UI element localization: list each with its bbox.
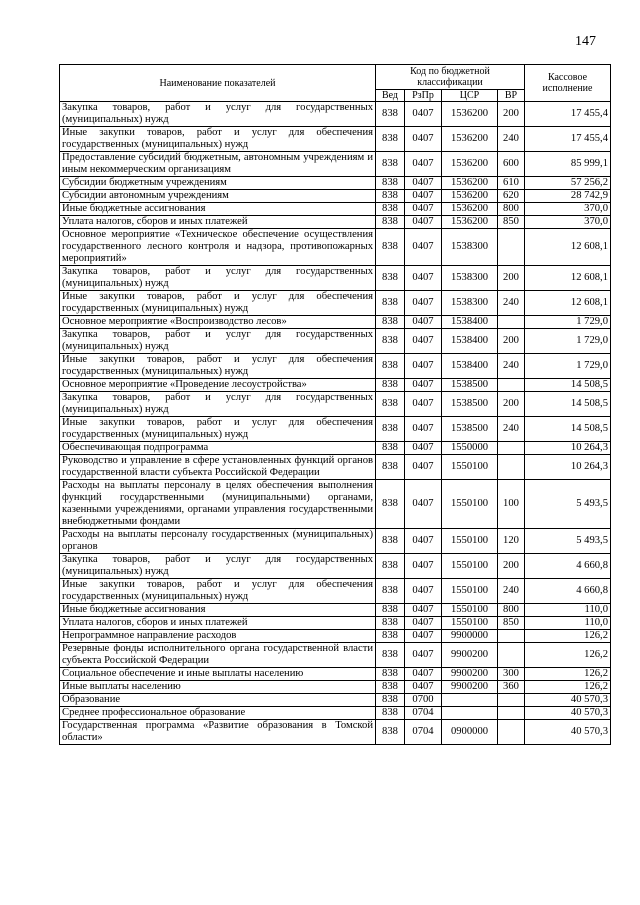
vr-code: 300 (498, 668, 525, 681)
vr-code: 240 (498, 417, 525, 442)
indicator-name: Образование (60, 694, 376, 707)
vr-code: 600 (498, 152, 525, 177)
ved-code: 838 (376, 291, 405, 316)
indicator-name: Иные бюджетные ассигнования (60, 203, 376, 216)
table-row (60, 694, 611, 707)
vr-code: 120 (498, 529, 525, 554)
vr-code: 240 (498, 354, 525, 379)
header-vr: ВР (498, 90, 525, 102)
csr-code: 1538300 (442, 229, 498, 266)
csr-code: 1550100 (442, 554, 498, 579)
vr-code: 100 (498, 480, 525, 529)
execution-amount: 5 493,5 (525, 480, 611, 529)
table-row (60, 455, 611, 480)
csr-code: 1536200 (442, 177, 498, 190)
table-row (60, 681, 611, 694)
csr-code: 1538400 (442, 354, 498, 379)
execution-amount: 370,0 (525, 216, 611, 229)
ved-code: 838 (376, 720, 405, 745)
vr-code: 850 (498, 216, 525, 229)
execution-amount: 5 493,5 (525, 529, 611, 554)
indicator-name: Резервные фонды исполнительного органа государственной власти субъекта Российской Федерации (60, 643, 376, 668)
vr-code: 200 (498, 554, 525, 579)
indicator-name: Основное мероприятие «Техническое обеспечение осуществления государственного лесного контроля и надзора, противопожарных мероприятий» (60, 229, 376, 266)
table-row (60, 177, 611, 190)
table-row (60, 329, 611, 354)
rzpr-code: 0407 (405, 127, 442, 152)
ved-code: 838 (376, 554, 405, 579)
rzpr-code: 0407 (405, 266, 442, 291)
table-row (60, 630, 611, 643)
rzpr-code: 0407 (405, 177, 442, 190)
table-row (60, 480, 611, 529)
indicator-name: Иные закупки товаров, работ и услуг для обеспечения государственных (муниципальных) нужд (60, 579, 376, 604)
execution-amount: 14 508,5 (525, 392, 611, 417)
vr-code (498, 694, 525, 707)
execution-amount: 12 608,1 (525, 229, 611, 266)
rzpr-code: 0704 (405, 707, 442, 720)
rzpr-code: 0407 (405, 203, 442, 216)
execution-amount: 4 660,8 (525, 554, 611, 579)
ved-code: 838 (376, 681, 405, 694)
csr-code: 1536200 (442, 190, 498, 203)
ved-code: 838 (376, 529, 405, 554)
rzpr-code: 0407 (405, 354, 442, 379)
indicator-name: Основное мероприятие «Воспроизводство лесов» (60, 316, 376, 329)
ved-code: 838 (376, 643, 405, 668)
ved-code: 838 (376, 329, 405, 354)
execution-amount: 14 508,5 (525, 379, 611, 392)
execution-amount: 12 608,1 (525, 291, 611, 316)
vr-code: 200 (498, 329, 525, 354)
csr-code (442, 707, 498, 720)
rzpr-code: 0407 (405, 630, 442, 643)
ved-code: 838 (376, 229, 405, 266)
vr-code: 200 (498, 266, 525, 291)
execution-amount: 1 729,0 (525, 329, 611, 354)
table-row (60, 720, 611, 745)
table-row (60, 316, 611, 329)
execution-amount: 17 455,4 (525, 127, 611, 152)
vr-code (498, 229, 525, 266)
vr-code: 360 (498, 681, 525, 694)
table-row (60, 707, 611, 720)
rzpr-code: 0407 (405, 579, 442, 604)
indicator-name: Субсидии автономным учреждениям (60, 190, 376, 203)
csr-code: 1550100 (442, 617, 498, 630)
vr-code (498, 643, 525, 668)
ved-code: 838 (376, 707, 405, 720)
vr-code (498, 379, 525, 392)
csr-code: 1538500 (442, 379, 498, 392)
rzpr-code: 0407 (405, 529, 442, 554)
rzpr-code: 0407 (405, 681, 442, 694)
rzpr-code: 0407 (405, 291, 442, 316)
table-row (60, 216, 611, 229)
header-execution: Кассовое исполнение (525, 65, 611, 102)
table-body (60, 102, 611, 745)
vr-code: 800 (498, 203, 525, 216)
indicator-name: Среднее профессиональное образование (60, 707, 376, 720)
vr-code: 800 (498, 604, 525, 617)
ved-code: 838 (376, 127, 405, 152)
ved-code: 838 (376, 604, 405, 617)
indicator-name: Основное мероприятие «Проведение лесоустройства» (60, 379, 376, 392)
table-row (60, 379, 611, 392)
table-row (60, 554, 611, 579)
csr-code: 1550000 (442, 442, 498, 455)
execution-amount: 110,0 (525, 604, 611, 617)
execution-amount: 40 570,3 (525, 707, 611, 720)
csr-code (442, 694, 498, 707)
table-row (60, 579, 611, 604)
execution-amount: 126,2 (525, 643, 611, 668)
csr-code: 9900200 (442, 668, 498, 681)
ved-code: 838 (376, 379, 405, 392)
header-csr: ЦСР (442, 90, 498, 102)
indicator-name: Расходы на выплаты персоналу государственных (муниципальных) органов (60, 529, 376, 554)
budget-table (59, 64, 611, 745)
ved-code: 838 (376, 316, 405, 329)
csr-code: 1538400 (442, 316, 498, 329)
header-ved: Вед (376, 90, 405, 102)
indicator-name: Субсидии бюджетным учреждениям (60, 177, 376, 190)
indicator-name: Предоставление субсидий бюджетным, автономным учреждениям и иным некоммерческим организациям (60, 152, 376, 177)
rzpr-code: 0407 (405, 216, 442, 229)
indicator-name: Иные закупки товаров, работ и услуг для обеспечения государственных (муниципальных) нужд (60, 354, 376, 379)
execution-amount: 4 660,8 (525, 579, 611, 604)
ved-code: 838 (376, 177, 405, 190)
indicator-name: Уплата налогов, сборов и иных платежей (60, 216, 376, 229)
rzpr-code: 0407 (405, 617, 442, 630)
indicator-name: Иные закупки товаров, работ и услуг для обеспечения государственных (муниципальных) нужд (60, 417, 376, 442)
csr-code: 1550100 (442, 480, 498, 529)
ved-code: 838 (376, 102, 405, 127)
vr-code (498, 442, 525, 455)
table-row (60, 617, 611, 630)
vr-code (498, 720, 525, 745)
table-row (60, 529, 611, 554)
csr-code: 1536200 (442, 152, 498, 177)
rzpr-code: 0407 (405, 668, 442, 681)
csr-code: 1536200 (442, 203, 498, 216)
vr-code: 200 (498, 102, 525, 127)
indicator-name: Закупка товаров, работ и услуг для государственных (муниципальных) нужд (60, 102, 376, 127)
vr-code (498, 316, 525, 329)
vr-code: 200 (498, 392, 525, 417)
csr-code: 1538500 (442, 417, 498, 442)
indicator-name: Иные бюджетные ассигнования (60, 604, 376, 617)
ved-code: 838 (376, 190, 405, 203)
csr-code: 1550100 (442, 604, 498, 617)
table-row (60, 442, 611, 455)
indicator-name: Непрограммное направление расходов (60, 630, 376, 643)
table-row (60, 643, 611, 668)
rzpr-code: 0407 (405, 190, 442, 203)
vr-code: 240 (498, 579, 525, 604)
csr-code: 9900000 (442, 630, 498, 643)
execution-amount: 12 608,1 (525, 266, 611, 291)
csr-code: 1550100 (442, 529, 498, 554)
csr-code: 1550100 (442, 455, 498, 480)
table-row (60, 354, 611, 379)
execution-amount: 1 729,0 (525, 316, 611, 329)
rzpr-code: 0700 (405, 694, 442, 707)
rzpr-code: 0407 (405, 392, 442, 417)
ved-code: 838 (376, 630, 405, 643)
ved-code: 838 (376, 694, 405, 707)
rzpr-code: 0407 (405, 102, 442, 127)
table-row (60, 190, 611, 203)
rzpr-code: 0407 (405, 152, 442, 177)
csr-code: 1536200 (442, 102, 498, 127)
vr-code (498, 455, 525, 480)
csr-code: 1538300 (442, 291, 498, 316)
ved-code: 838 (376, 617, 405, 630)
header-code-group: Код по бюджетной классификации (376, 65, 525, 90)
table-row (60, 668, 611, 681)
indicator-name: Обеспечивающая подпрограмма (60, 442, 376, 455)
indicator-name: Государственная программа «Развитие образования в Томской области» (60, 720, 376, 745)
rzpr-code: 0407 (405, 604, 442, 617)
execution-amount: 370,0 (525, 203, 611, 216)
ved-code: 838 (376, 442, 405, 455)
ved-code: 838 (376, 354, 405, 379)
execution-amount: 14 508,5 (525, 417, 611, 442)
table-row (60, 291, 611, 316)
ved-code: 838 (376, 152, 405, 177)
rzpr-code: 0407 (405, 379, 442, 392)
table-row (60, 392, 611, 417)
header-name: Наименование показателей (60, 65, 376, 102)
indicator-name: Уплата налогов, сборов и иных платежей (60, 617, 376, 630)
vr-code (498, 707, 525, 720)
indicator-name: Расходы на выплаты персоналу в целях обеспечения выполнения функций государственными (муниципальными) органами, казенными учреждениями, органами управления государственными внебюджетными фондами (60, 480, 376, 529)
indicator-name: Иные закупки товаров, работ и услуг для обеспечения государственных (муниципальных) нужд (60, 291, 376, 316)
indicator-name: Закупка товаров, работ и услуг для государственных (муниципальных) нужд (60, 266, 376, 291)
execution-amount: 40 570,3 (525, 694, 611, 707)
execution-amount: 10 264,3 (525, 442, 611, 455)
rzpr-code: 0407 (405, 643, 442, 668)
vr-code (498, 630, 525, 643)
execution-amount: 57 256,2 (525, 177, 611, 190)
indicator-name: Иные закупки товаров, работ и услуг для обеспечения государственных (муниципальных) нужд (60, 127, 376, 152)
csr-code: 9900200 (442, 681, 498, 694)
rzpr-code: 0407 (405, 554, 442, 579)
ved-code: 838 (376, 480, 405, 529)
rzpr-code: 0407 (405, 442, 442, 455)
table-row (60, 203, 611, 216)
ved-code: 838 (376, 266, 405, 291)
table-row (60, 266, 611, 291)
execution-amount: 126,2 (525, 630, 611, 643)
indicator-name: Руководство и управление в сфере установленных функций органов государственной власти субъекта Российской Федерации (60, 455, 376, 480)
ved-code: 838 (376, 579, 405, 604)
rzpr-code: 0407 (405, 455, 442, 480)
execution-amount: 10 264,3 (525, 455, 611, 480)
indicator-name: Иные выплаты населению (60, 681, 376, 694)
vr-code: 850 (498, 617, 525, 630)
header-rzpr: РзПр (405, 90, 442, 102)
rzpr-code: 0407 (405, 229, 442, 266)
csr-code: 0900000 (442, 720, 498, 745)
table-header (60, 65, 611, 102)
execution-amount: 17 455,4 (525, 102, 611, 127)
csr-code: 1536200 (442, 216, 498, 229)
rzpr-code: 0407 (405, 417, 442, 442)
rzpr-code: 0407 (405, 480, 442, 529)
rzpr-code: 0407 (405, 316, 442, 329)
vr-code: 240 (498, 291, 525, 316)
table-row (60, 417, 611, 442)
csr-code: 1538300 (442, 266, 498, 291)
csr-code: 1536200 (442, 127, 498, 152)
csr-code: 9900200 (442, 643, 498, 668)
ved-code: 838 (376, 216, 405, 229)
vr-code: 610 (498, 177, 525, 190)
ved-code: 838 (376, 392, 405, 417)
vr-code: 240 (498, 127, 525, 152)
indicator-name: Закупка товаров, работ и услуг для государственных (муниципальных) нужд (60, 392, 376, 417)
table-row (60, 229, 611, 266)
execution-amount: 126,2 (525, 668, 611, 681)
table-row (60, 152, 611, 177)
execution-amount: 40 570,3 (525, 720, 611, 745)
rzpr-code: 0704 (405, 720, 442, 745)
execution-amount: 110,0 (525, 617, 611, 630)
ved-code: 838 (376, 203, 405, 216)
csr-code: 1538500 (442, 392, 498, 417)
execution-amount: 1 729,0 (525, 354, 611, 379)
csr-code: 1538400 (442, 329, 498, 354)
ved-code: 838 (376, 668, 405, 681)
execution-amount: 85 999,1 (525, 152, 611, 177)
ved-code: 838 (376, 455, 405, 480)
page-number: 147 (575, 34, 596, 49)
table-row (60, 102, 611, 127)
execution-amount: 28 742,9 (525, 190, 611, 203)
indicator-name: Социальное обеспечение и иные выплаты населению (60, 668, 376, 681)
execution-amount: 126,2 (525, 681, 611, 694)
rzpr-code: 0407 (405, 329, 442, 354)
csr-code: 1550100 (442, 579, 498, 604)
indicator-name: Закупка товаров, работ и услуг для государственных (муниципальных) нужд (60, 329, 376, 354)
table-row (60, 127, 611, 152)
table-row (60, 604, 611, 617)
ved-code: 838 (376, 417, 405, 442)
vr-code: 620 (498, 190, 525, 203)
indicator-name: Закупка товаров, работ и услуг для государственных (муниципальных) нужд (60, 554, 376, 579)
